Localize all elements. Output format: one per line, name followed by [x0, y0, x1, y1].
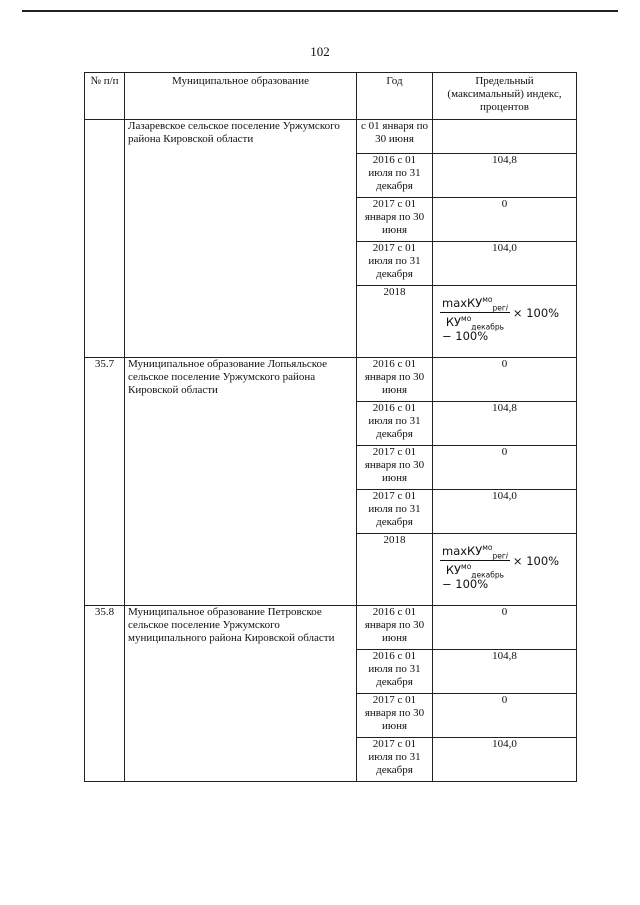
index-cell: 0	[433, 358, 577, 402]
period-cell: 2017 с 01 июля по 31 декабря	[357, 490, 433, 534]
municipality-name: Муниципальное образование Петровское сельское поселение Уржумского муниципального района Кировской области	[125, 606, 357, 782]
formula-numerator: maxКУ$^{мо}_{регi}$	[442, 295, 508, 313]
row-number: 35.8	[85, 606, 125, 782]
period-cell: 2016 с 01 января по 30 июня	[357, 358, 433, 402]
period-cell: 2017 с 01 июля по 31 декабря	[357, 738, 433, 782]
index-cell: 0	[433, 694, 577, 738]
period-cell: 2016 с 01 июля по 31 декабря	[357, 650, 433, 694]
row-number: 35.7	[85, 358, 125, 606]
index-formula	[436, 286, 573, 343]
period-cell: 2017 с 01 января по 30 июня	[357, 446, 433, 490]
period-cell: 2017 с 01 января по 30 июня	[357, 198, 433, 242]
index-cell: 104,0	[433, 490, 577, 534]
period-cell: 2016 с 01 июля по 31 декабря	[357, 154, 433, 198]
period-cell: с 01 января по 30 июня	[357, 120, 433, 154]
index-cell: 0	[433, 446, 577, 490]
index-cell	[433, 120, 577, 154]
formula-multiplier: × 100%	[512, 305, 560, 320]
period-cell: 2018	[357, 534, 433, 606]
index-cell: 104,8	[433, 650, 577, 694]
formula-minus: − 100%	[442, 329, 489, 343]
period-cell: 2018	[357, 286, 433, 358]
formula-fraction	[440, 543, 510, 580]
top-rule	[22, 10, 618, 12]
header-municipality: Муниципальное образование	[125, 73, 357, 120]
table-row	[85, 358, 577, 402]
index-cell: 0	[433, 198, 577, 242]
index-cell	[433, 534, 577, 606]
period-cell: 2017 с 01 января по 30 июня	[357, 694, 433, 738]
header-num: № п/п	[85, 73, 125, 120]
formula-numerator: maxКУ$^{мо}_{регi}$	[442, 543, 508, 561]
index-cell: 104,0	[433, 242, 577, 286]
municipality-name: Муниципальное образование Лопьяльское сельское поселение Уржумского района Кировской области	[125, 358, 357, 606]
period-cell: 2016 с 01 июля по 31 декабря	[357, 402, 433, 446]
index-cell: 0	[433, 606, 577, 650]
index-cell: 104,8	[433, 402, 577, 446]
row-number	[85, 120, 125, 358]
period-cell: 2017 с 01 июля по 31 декабря	[357, 242, 433, 286]
formula-minus: − 100%	[442, 577, 489, 591]
municipality-name: Лазаревское сельское поселение Уржумского района Кировской области	[125, 120, 357, 358]
index-cell: 104,0	[433, 738, 577, 782]
page-number: 102	[310, 44, 330, 59]
table-row	[85, 120, 577, 154]
tariff-index-table	[84, 72, 577, 782]
header-year: Год	[357, 73, 433, 120]
formula-denominator: $КУ^{мо}_{декабрь}$	[445, 314, 505, 332]
formula-fraction	[440, 295, 510, 332]
formula-denominator: $КУ^{мо}_{декабрь}$	[445, 562, 505, 580]
index-cell: 104,8	[433, 154, 577, 198]
table-body	[85, 120, 577, 782]
table-row	[85, 606, 577, 650]
formula-multiplier: × 100%	[512, 553, 560, 568]
index-cell	[433, 286, 577, 358]
header-index: Предельный (максимальный) индекс, процентов	[433, 73, 577, 120]
table-header-row	[85, 73, 577, 120]
period-cell: 2016 с 01 января по 30 июня	[357, 606, 433, 650]
index-formula	[436, 534, 573, 591]
